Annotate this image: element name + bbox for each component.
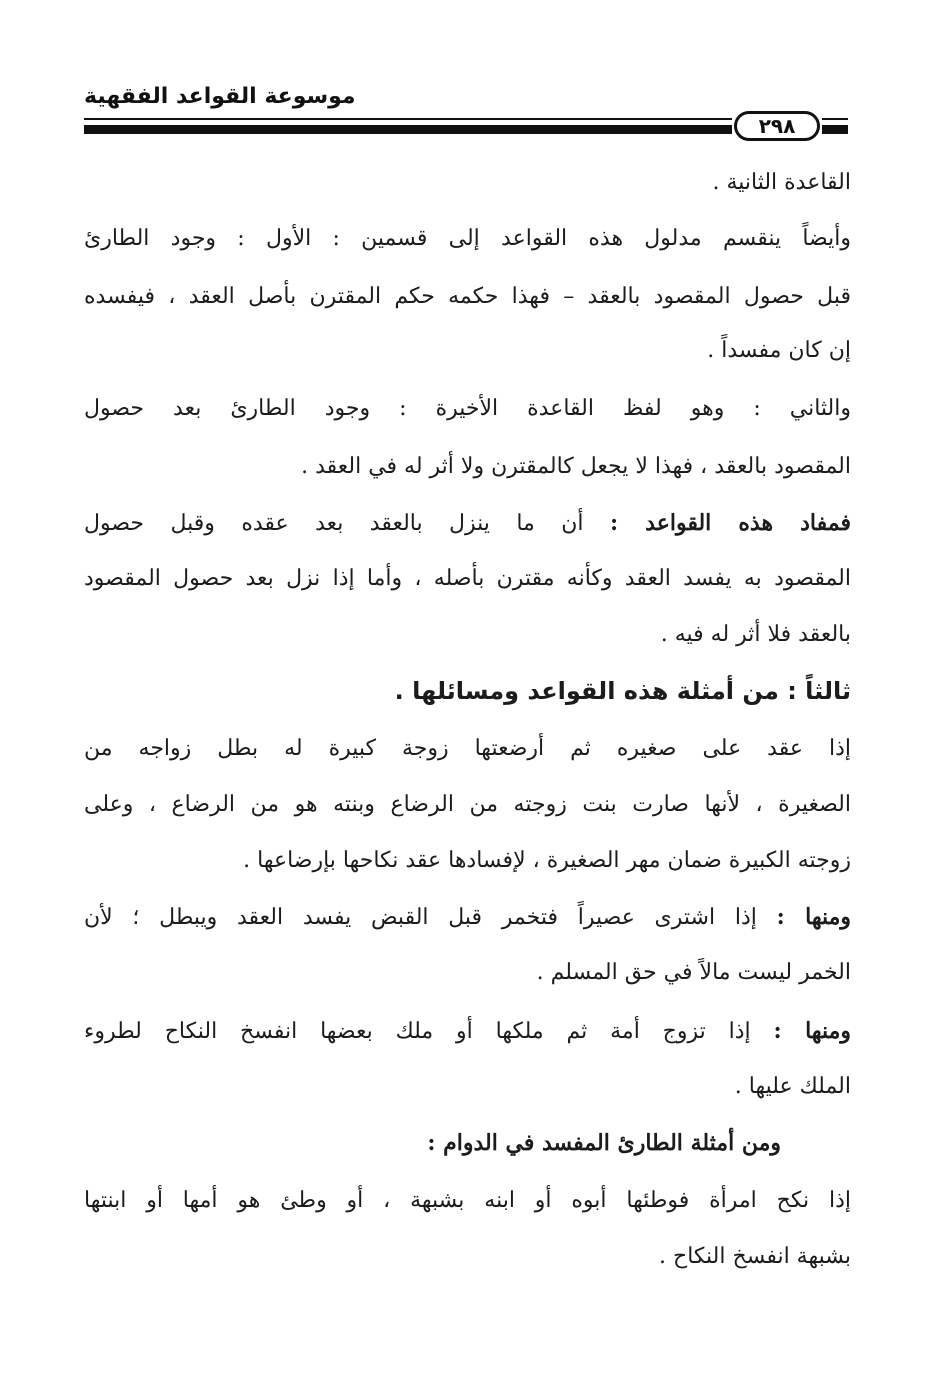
running-title: موسوعة القواعد الفقهية <box>84 84 356 109</box>
line-rest: إذا اشترى عصيراً فتخمر قبل القبض يفسد العقد ويبطل ؛ لأن <box>84 905 757 930</box>
section-heading: ثالثاً : من أمثلة هذه القواعد ومسائلها . <box>394 677 851 705</box>
text-line: قبل حصول المقصود بالعقد – فهذا حكمه حكم المقترن بأصل العقد ، فيفسده <box>84 284 851 309</box>
line-rest: إذا تزوج أمة ثم ملكها أو ملك بعضها انفسخ النكاح لطروء <box>84 1019 751 1044</box>
header-rule-thick <box>84 125 732 134</box>
text-line <box>84 902 851 933</box>
text-line: إن كان مفسداً . <box>707 338 851 363</box>
text-line: بالعقد فلا أثر له فيه . <box>660 622 851 647</box>
text-line: زوجته الكبيرة ضمان مهر الصغيرة ، لإفسادها عقد نكاحها بإرضاعها . <box>243 848 851 873</box>
text-line: الملك عليها . <box>734 1074 851 1099</box>
text-line: إذا نكح امرأة فوطئها أبوه أو ابنه بشبهة ، أو وطئ هو أمها أو ابنتها <box>84 1188 851 1213</box>
bold-lead: فمفاد هذه القواعد : <box>609 510 851 536</box>
text-line: وأيضاً ينقسم مدلول هذه القواعد إلى قسمين : الأول : وجود الطارئ <box>84 226 851 251</box>
page-number: ٢٩٨ <box>734 111 820 141</box>
text-line: والثاني : وهو لفظ القاعدة الأخيرة : وجود الطارئ بعد حصول <box>84 396 851 421</box>
text-line: المقصود بالعقد ، فهذا لا يجعل كالمقترن ولا أثر له في العقد . <box>301 454 851 479</box>
text-line <box>84 508 851 539</box>
text-line: الصغيرة ، لأنها صارت بنت زوجته من الرضاع وبنته هو من الرضاع ، وعلى <box>84 792 851 817</box>
text-line: بشبهة انفسخ النكاح . <box>659 1244 851 1269</box>
text-line: إذا عقد على صغيره ثم أرضعتها زوجة كبيرة له بطل زواجه من <box>84 736 851 761</box>
header-rule-right-thick <box>822 125 848 134</box>
text-line: المقصود به يفسد العقد وكأنه مقترن بأصله ، وأما إذا نزل بعد حصول المقصود <box>84 566 851 591</box>
bold-lead: ومنها : <box>776 904 852 930</box>
header-rule-thin <box>84 118 732 120</box>
line-rest: أن ما ينزل بالعقد بعد عقده وقبل حصول <box>84 511 584 536</box>
text-line: الخمر ليست مالاً في حق المسلم . <box>536 960 851 985</box>
text-line <box>84 1016 851 1047</box>
header-rule-right-thin <box>822 118 848 120</box>
subheading: ومن أمثلة الطارئ المفسد في الدوام : <box>427 1130 781 1156</box>
bold-lead: ومنها : <box>773 1018 851 1044</box>
text-line: القاعدة الثانية . <box>712 170 851 195</box>
